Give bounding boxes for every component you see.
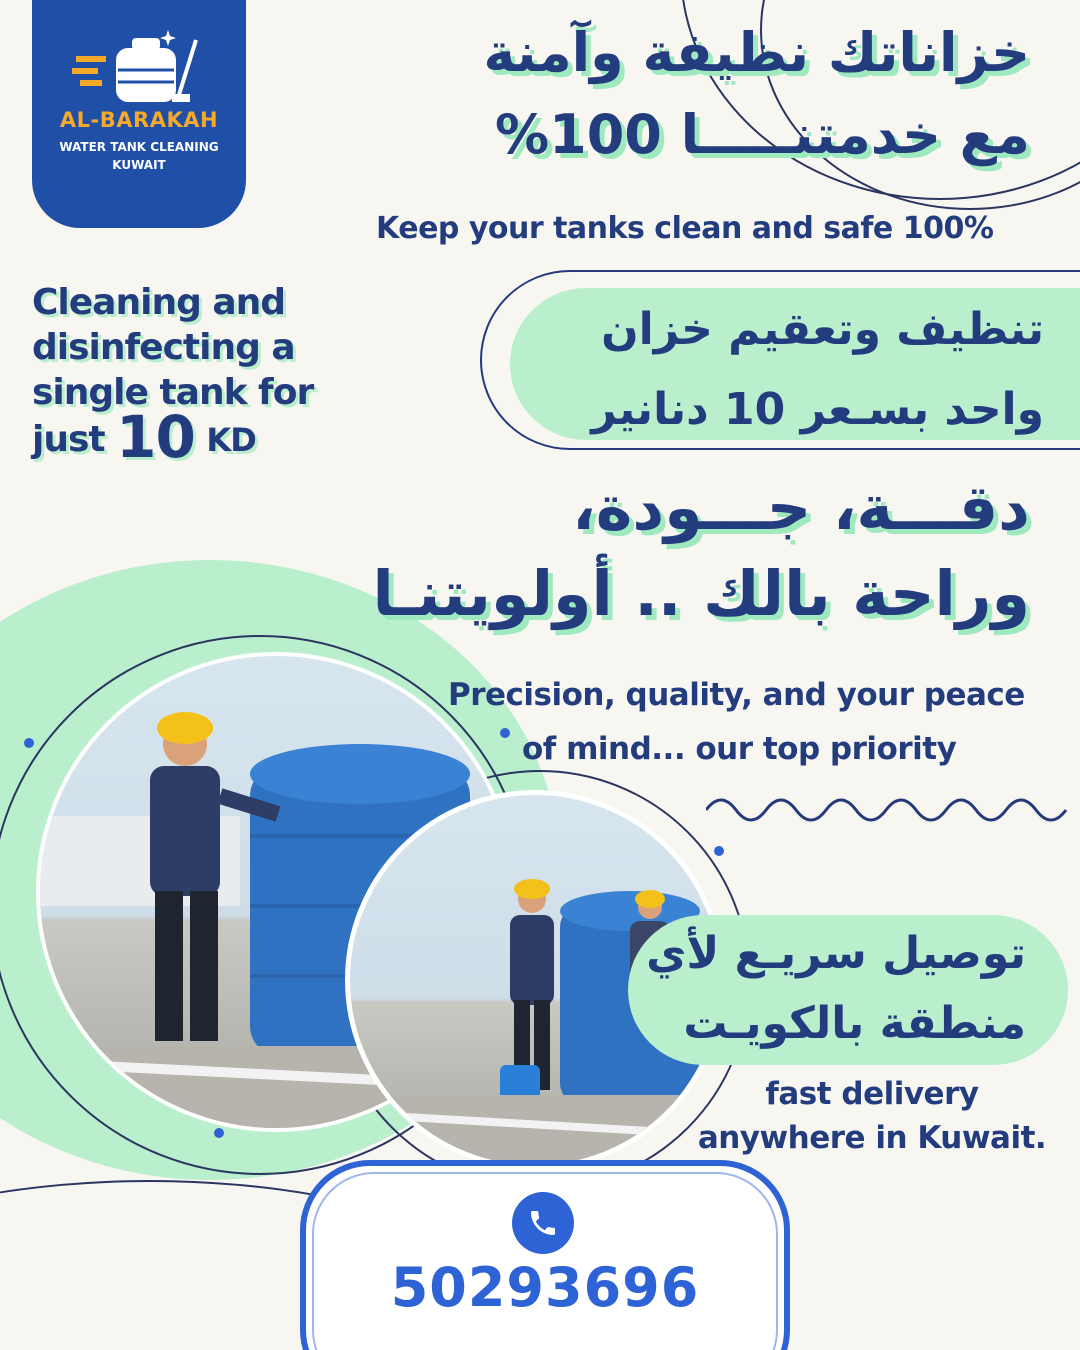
- offer-english-line1: Cleaning and: [32, 282, 286, 323]
- brand-logo: [32, 0, 246, 228]
- delivery-english-line2: anywhere in Kuwait.: [697, 1120, 1047, 1156]
- headline-english: Keep your tanks clean and safe 100%: [376, 211, 994, 246]
- water-tank-icon: [72, 26, 206, 106]
- priority-english-line2: of mind... our top priority: [522, 731, 957, 767]
- priority-arabic-line2: وراحة بالك .. أولويتنـا: [372, 557, 1030, 630]
- logo-brand-name: AL-BARAKAH: [59, 108, 219, 132]
- decorative-dot: [714, 846, 724, 856]
- decorative-dot: [24, 738, 34, 748]
- offer-english-line3: single tank for: [32, 372, 314, 413]
- delivery-arabic-line1: توصيل سريـع لأي: [646, 928, 1026, 979]
- logo-location: KUWAIT: [112, 158, 166, 172]
- delivery-english-line1: fast delivery: [765, 1076, 979, 1112]
- offer-price: 10: [116, 403, 195, 471]
- headline-arabic-line2: مع خدمتنـــــا 100%: [495, 103, 1030, 166]
- priority-english-line1: Precision, quality, and your peace: [448, 677, 1025, 713]
- delivery-arabic-line2: منطقة بالكويـت: [683, 998, 1026, 1049]
- headline-arabic-line1: خزاناتك نظيفة وآمنة: [483, 21, 1030, 84]
- decorative-dot: [214, 1128, 224, 1138]
- offer-arabic-line2: واحد بسـعر 10 دنانير: [591, 384, 1044, 435]
- priority-arabic-line1: دقـــة، جـــودة،: [572, 471, 1030, 544]
- offer-arabic-line1: تنظيف وتعقيم خزان: [601, 304, 1044, 355]
- wave-divider: [706, 790, 1076, 830]
- phone-icon[interactable]: [512, 1192, 574, 1254]
- offer-currency: KD: [206, 421, 256, 459]
- logo-tagline: WATER TANK CLEANING: [59, 140, 219, 154]
- delivery-english: [672, 1072, 1072, 1160]
- offer-english: [32, 280, 362, 471]
- offer-just-label: just: [32, 419, 105, 460]
- offer-english-line2: disinfecting a: [32, 327, 295, 368]
- priority-english: [448, 668, 1068, 776]
- phone-number[interactable]: 50293696: [390, 1256, 700, 1319]
